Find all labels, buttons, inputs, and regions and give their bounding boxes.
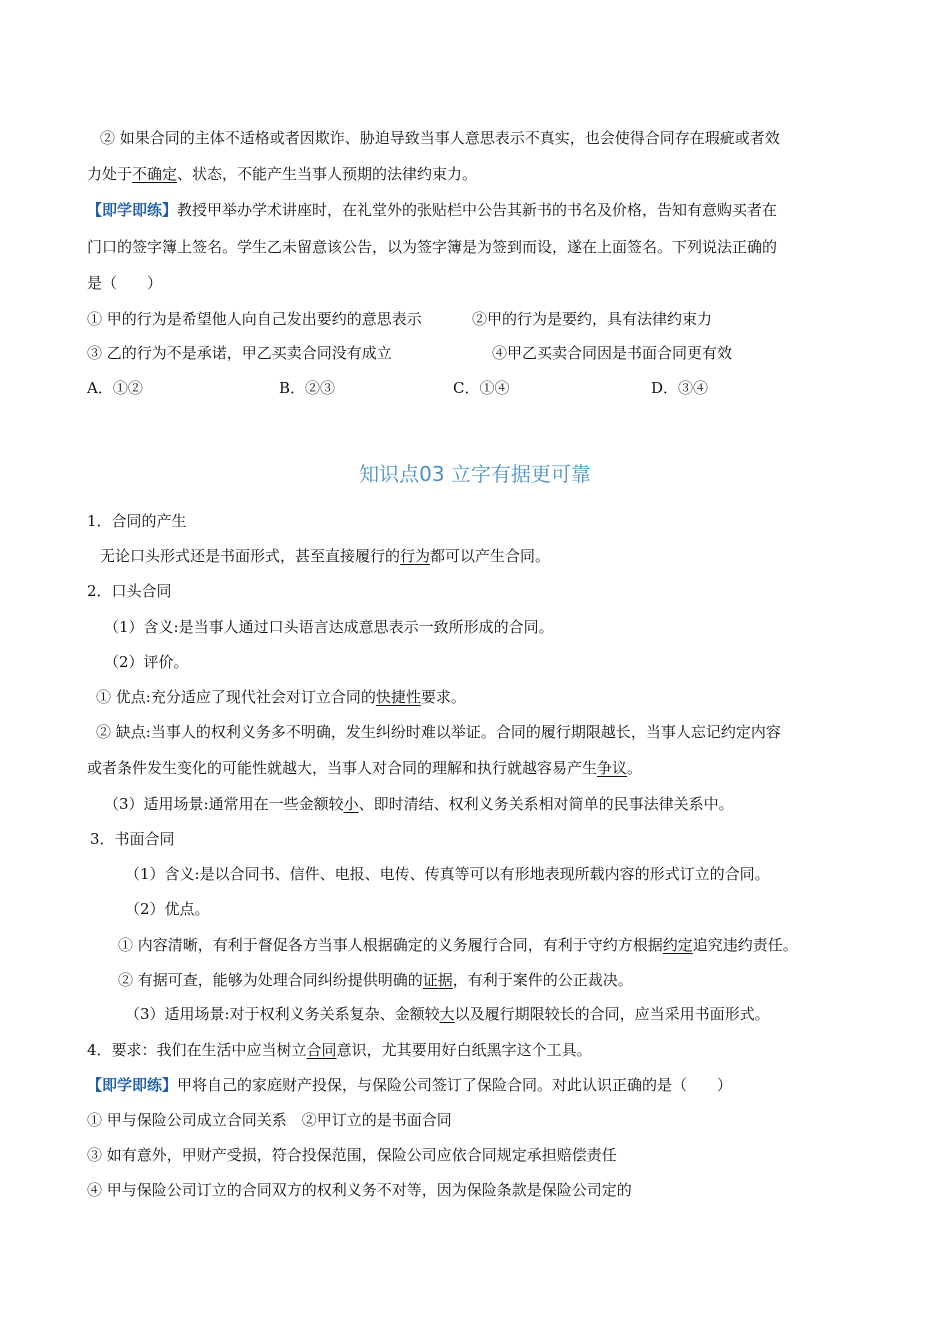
paragraph-line: 力处于不确定、状态，不能产生当事人预期的法律约束力。 — [87, 165, 478, 183]
underlined-term: 大 — [439, 1005, 455, 1023]
underlined-term: 合同 — [306, 1041, 337, 1059]
subsection-title: 1．合同的产生 — [87, 512, 187, 530]
underlined-term: 行为 — [400, 547, 431, 565]
paragraph-line: （2）优点。 — [125, 900, 210, 918]
underlined-term: 小 — [343, 795, 359, 813]
paragraph-line: （2）评价。 — [104, 653, 189, 671]
quiz-question-line: 门口的签字簿上签名。学生乙未留意该公告，以为签字簿是为签到而设，遂在上面签名。下列说法正确的 — [87, 238, 778, 256]
quiz-statement-line: ④ 甲与保险公司订立的合同双方的权利义务不对等，因为保险条款是保险公司定的 — [87, 1181, 632, 1199]
paragraph-line: ① 优点:充分适应了现代社会对订立合同的快捷性要求。 — [96, 688, 466, 706]
subsection-title: 3．书面合同 — [90, 830, 175, 848]
practice-tag: 【即学即练】 — [87, 1076, 178, 1094]
paragraph-line: （1）含义:是以合同书、信件、电报、电传、传真等可以有形地表现所载内容的形式订立的合同。 — [125, 865, 770, 883]
subsection-title: 2．口头合同 — [87, 582, 172, 600]
option-b: B．②③ — [279, 379, 336, 397]
quiz-question-line: 【即学即练】甲将自己的家庭财产投保，与保险公司签订了保险合同。对此认识正确的是（ ） — [87, 1076, 733, 1094]
option-a: A．①② — [87, 379, 143, 397]
paragraph-line: （1）含义:是当事人通过口头语言达成意思表示一致所形成的合同。 — [104, 618, 554, 636]
quiz-statement-line: ③ 如有意外，甲财产受损，符合投保范围，保险公司应依合同规定承担赔偿责任 — [87, 1146, 617, 1164]
paragraph-line: ① 内容清晰，有利于督促各方当事人根据确定的义务履行合同，有利于守约方根据约定追究违约责任。 — [118, 936, 798, 954]
option-d: D．③④ — [651, 379, 709, 397]
quiz-question-line: 是（ ） — [87, 274, 163, 292]
option-c: C．①④ — [453, 379, 510, 397]
underlined-term: 快捷性 — [375, 688, 421, 706]
paragraph-line: （3）适用场景:通常用在一些金额较小、即时清结、权利义务关系相对简单的民事法律关系中。 — [104, 795, 734, 813]
underlined-term: 证据 — [422, 971, 453, 989]
paragraph-line: ② 如果合同的主体不适格或者因欺诈、胁迫导致当事人意思表示不真实，也会使得合同存在瑕疵或者效 — [100, 129, 780, 147]
paragraph-line: ② 有据可查，能够为处理合同纠纷提供明确的证据，有利于案件的公正裁决。 — [118, 971, 633, 989]
subsection-title: 4．要求：我们在生活中应当树立合同意识，尤其要用好白纸黑字这个工具。 — [87, 1041, 592, 1059]
practice-tag: 【即学即练】 — [87, 201, 178, 219]
paragraph-line: 无论口头形式还是书面形式，甚至直接履行的行为都可以产生合同。 — [100, 547, 551, 565]
underlined-term: 约定 — [662, 936, 693, 954]
underlined-term: 争议 — [597, 759, 628, 777]
quiz-statement-line: ① 甲的行为是希望他人向自己发出要约的意思表示 ②甲的行为是要约，具有法律约束力 — [87, 310, 713, 328]
section-heading: 知识点03 立字有据更可靠 — [359, 462, 591, 486]
paragraph-line: ② 缺点:当事人的权利义务多不明确，发生纠纷时难以举证。合同的履行期限越长，当事人忘记约定内容 — [96, 723, 781, 741]
underlined-term: 不确定 — [132, 165, 178, 183]
quiz-statement-line: ① 甲与保险公司成立合同关系 ②甲订立的是书面合同 — [87, 1111, 452, 1129]
quiz-question-line: 【即学即练】教授甲举办学术讲座时，在礼堂外的张贴栏中公告其新书的书名及价格，告知有意购买者在 — [87, 201, 778, 219]
paragraph-line: 或者条件发生变化的可能性就越大，当事人对合同的理解和执行就越容易产生争议。 — [87, 759, 643, 777]
quiz-statement-line: ③ 乙的行为不是承诺，甲乙买卖合同没有成立 ④甲乙买卖合同因是书面合同更有效 — [87, 344, 733, 362]
paragraph-line: （3）适用场景:对于权利义务关系复杂、金额较大以及履行期限较长的合同，应当采用书面形式。 — [125, 1005, 770, 1023]
